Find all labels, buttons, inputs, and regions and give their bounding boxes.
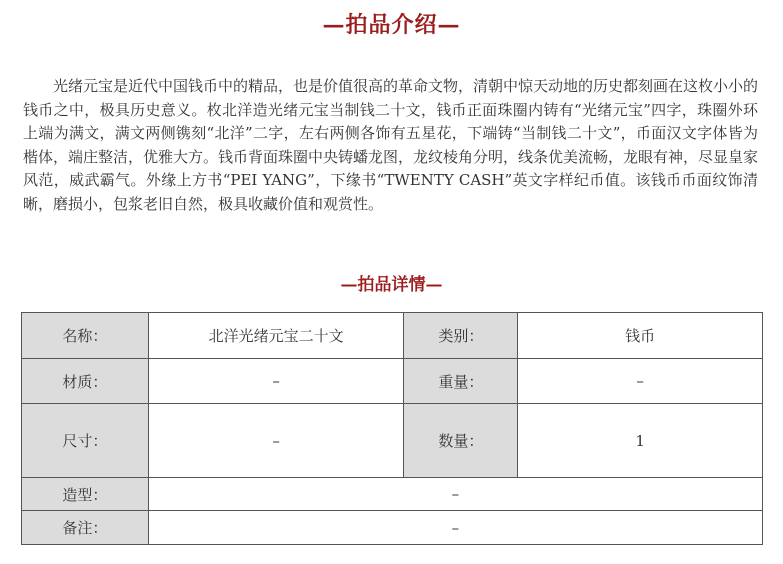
material-label: 材质：	[22, 359, 149, 404]
table-row	[22, 478, 763, 511]
details-section-title: —拍品详情—	[340, 275, 443, 295]
shape-label: 造型：	[22, 478, 149, 511]
intro-section-title: —拍品介绍—	[322, 12, 461, 38]
table-row	[22, 404, 763, 478]
shape-value: –	[148, 478, 762, 511]
intro-paragraph: 光绪元宝是近代中国钱币中的精品，也是价值很高的革命文物，清朝中惊天动地的历史都刻画在这枚小小的钱币之中，极具历史意义。枚北洋造光绪元宝当制钱二十文，钱币正面珠圈内铸有“光绪元宝”四字，珠圈外环上端为满文，满文两侧镌刻“北洋”二字，左右两侧各饰有五星花，下端铸“当制钱二十文”，币面汉文字体皆为楷体，端庄整洁，优雅大方。钱币背面珠圈中央铸蟠龙图，龙纹棱角分明，线条优美流畅，龙眼有神，尽显皇家风范，威武霸气。外缘上方书“PEI YANG”，下缘书“TWENTY CASH”英文字样纪币值。该钱币币面纹饰清晰，磨损小，包浆老旧自然，极具收藏价值和观赏性。	[23, 77, 759, 213]
quantity-value: 1	[518, 404, 763, 478]
quantity-label: 数量：	[404, 404, 518, 478]
table-row	[22, 511, 763, 545]
size-label: 尺寸：	[22, 404, 149, 478]
remark-label: 备注：	[22, 511, 149, 545]
size-value: –	[148, 404, 404, 478]
weight-value: –	[518, 359, 763, 404]
category-label: 类别：	[404, 313, 518, 359]
name-label: 名称：	[22, 313, 149, 359]
weight-label: 重量：	[404, 359, 518, 404]
details-table	[21, 312, 763, 545]
category-value: 钱币	[518, 313, 763, 359]
table-row	[22, 359, 763, 404]
material-value: –	[148, 359, 404, 404]
remark-value: –	[148, 511, 762, 545]
table-row	[22, 313, 763, 359]
name-value: 北洋光绪元宝二十文	[148, 313, 404, 359]
